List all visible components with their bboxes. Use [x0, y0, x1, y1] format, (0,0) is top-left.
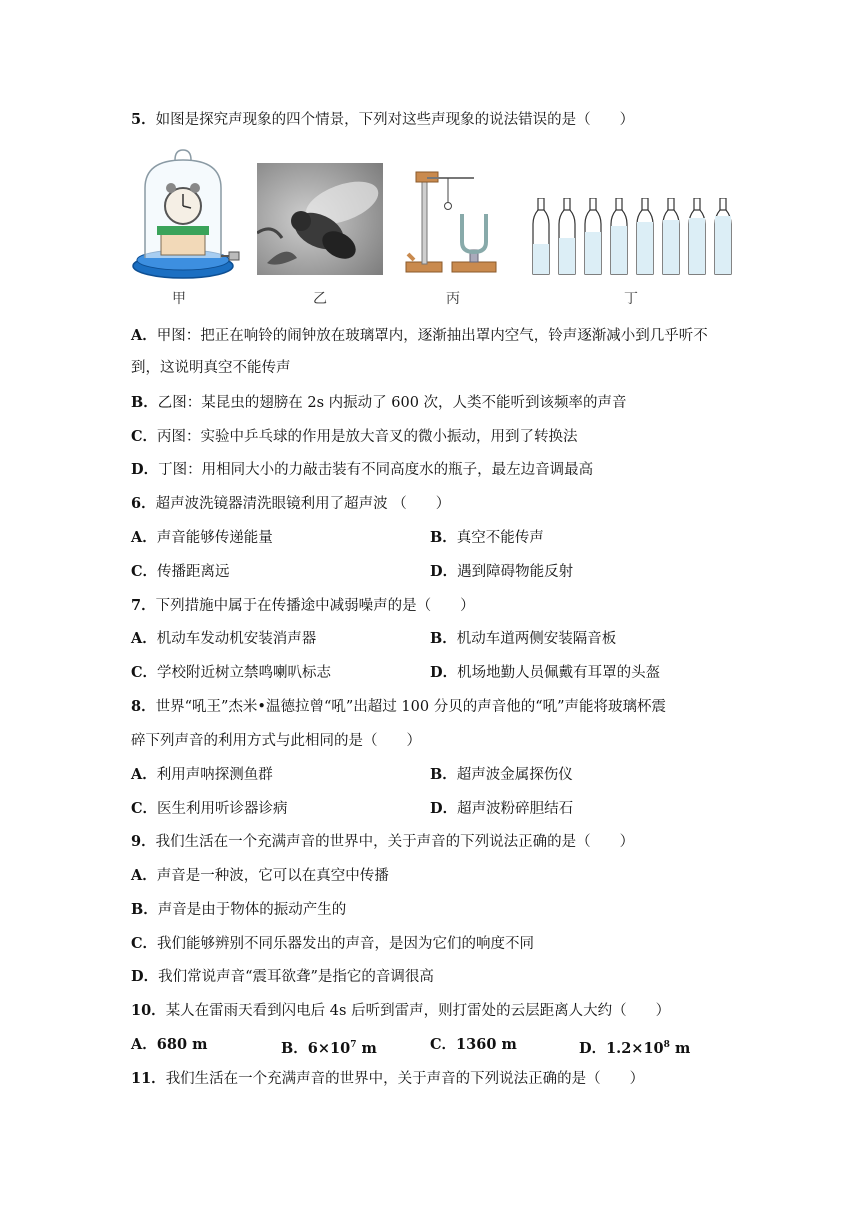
figure-bottles [529, 198, 739, 278]
figure-label-bing: 丙 [446, 291, 460, 307]
q6-option-b: B．真空不能传声 [430, 529, 544, 546]
q9-stem: 9．我们生活在一个充满声音的世界中，关于声音的下列说法正确的是（ ） [131, 833, 635, 850]
q6-stem: 6．超声波洗镜器清洗眼镜利用了超声波 （ ） [131, 495, 451, 512]
q5-option-b: B．乙图：某昆虫的翅膀在 2s 内振动了 600 次，人类不能听到该频率的声音 [131, 394, 627, 411]
figure-label-ding: 丁 [624, 291, 638, 307]
q7-option-b: B．机动车道两侧安装隔音板 [430, 630, 617, 647]
q5-option-c: C．丙图：实验中乒乓球的作用是放大音叉的微小振动，用到了转换法 [131, 428, 578, 445]
q10-option-d: D．$1.2\times 10^8$ m [579, 1040, 691, 1057]
q5-option-a-line2: 到，这说明真空不能传声 [131, 360, 291, 376]
figure-tuning-fork [404, 166, 500, 276]
q5-option-d: D．丁图：用相同大小的力敲击装有不同高度水的瓶子，最左边音调最高 [131, 461, 594, 478]
q8-stem-line2: 碎下列声音的利用方式与此相同的是（ ） [131, 733, 421, 749]
q9-option-d: D．我们常说声音“震耳欲聋”是指它的音调很高 [131, 968, 434, 985]
q9-option-c: C．我们能够辨别不同乐器发出的声音，是因为它们的响度不同 [131, 935, 535, 952]
q8-option-b: B．超声波金属探伤仪 [430, 766, 573, 783]
figure-insect-photo [257, 163, 383, 275]
q11-stem: 11．我们生活在一个充满声音的世界中，关于声音的下列说法正确的是（ ） [131, 1070, 645, 1087]
q5-stem: 5．如图是探究声现象的四个情景，下列对这些声现象的说法错误的是（ ） [131, 111, 635, 128]
q10-option-b: B．$6\times 10^7$ m [281, 1040, 377, 1057]
q6-option-c: C．传播距离远 [131, 563, 230, 580]
q8-option-a: A．利用声呐探测鱼群 [131, 766, 273, 783]
q5-option-a-line1: A．甲图：把正在响铃的闹钟放在玻璃罩内，逐渐抽出罩内空气，铃声逐渐减小到几乎听不 [131, 327, 708, 344]
q6-option-a: A．声音能够传递能量 [131, 529, 273, 546]
q8-option-d: D．超声波粉碎胆结石 [430, 800, 574, 817]
bottle [533, 198, 549, 274]
q7-option-d: D．机场地勤人员佩戴有耳罩的头盔 [430, 664, 661, 681]
q8-stem-line1: 8．世界“吼王”杰米•温德拉曾“吼”出超过 100 分贝的声音他的“吼”声能将玻璃杯震 [131, 698, 667, 715]
q9-option-a: A．声音是一种波，它可以在真空中传播 [131, 867, 389, 884]
q10-option-a: A．680 m [131, 1036, 208, 1053]
q7-stem: 7．下列措施中属于在传播途中减弱噪声的是（ ） [131, 597, 475, 614]
q9-option-b: B．声音是由于物体的振动产生的 [131, 901, 347, 918]
q10-stem: 10．某人在雷雨天看到闪电后 4s 后听到雷声，则打雷处的云层距离人大约（ ） [131, 1002, 671, 1019]
figure-label-yi: 乙 [313, 291, 327, 307]
figure-bell-jar [131, 148, 246, 283]
q7-option-c: C．学校附近树立禁鸣喇叭标志 [131, 664, 332, 681]
q8-option-c: C．医生利用听诊器诊病 [131, 800, 288, 817]
q7-option-a: A．机动车发动机安装消声器 [131, 630, 317, 647]
figure-label-jia: 甲 [172, 291, 186, 307]
q6-option-d: D．遇到障碍物能反射 [430, 563, 574, 580]
q10-option-c: C．1360 m [430, 1036, 517, 1053]
